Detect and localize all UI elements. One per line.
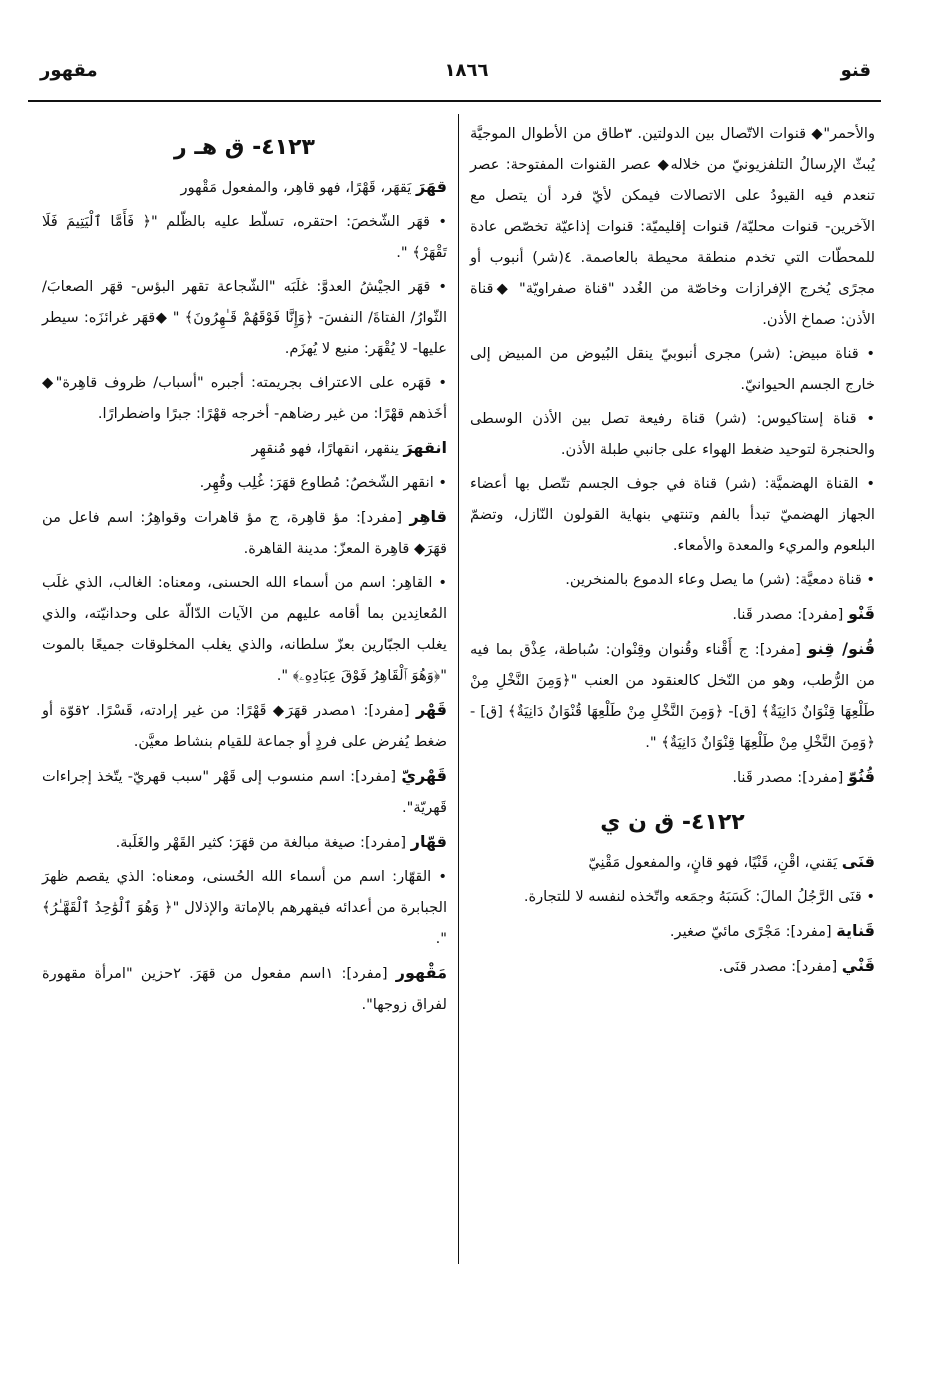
entry-paragraph <box>42 467 447 498</box>
entry-text: • القناة الهضميَّة: (شر) قناة في جوف الجسم تتّصل بها أعضاء الجهاز الهضميّ تبدأ بالفم وتنتهي بنهاية القولون النّازل، وتضمّ البلعوم والمريء والمعدة والأمعاء. <box>470 475 875 554</box>
entry-paragraph <box>42 861 447 954</box>
entry-paragraph <box>42 826 447 858</box>
entry-paragraph <box>42 501 447 564</box>
header-rule <box>28 100 881 102</box>
headword: قَنْي <box>841 956 875 975</box>
entry-text: • قنَى الرَّجُلُ المالَ: كَسَبَهُ وجمَعه واتّخذه لنفسه لا للتجارة. <box>523 888 875 905</box>
headword: قهَرَ <box>416 177 447 196</box>
entry-text: [مفرد]: ١اسم مفعول من قهَرَ. ٢حزين "امرأة مقهورة لفراق زوجها". <box>42 965 447 1013</box>
headword: قَنْو <box>847 604 875 623</box>
entry-paragraph <box>470 598 875 630</box>
entry-text: [مفرد]: مؤ قاهِرة، ج مؤ قاهرات وقواهِرُ: اسم فاعل من قهَرَ◆ قاهِرة المعزّ: مدينة القاهرة. <box>42 509 447 557</box>
entry-paragraph <box>42 567 447 691</box>
entry-text: يَقهَر، قَهْرًا، فهو قاهِر، والمفعول مَقْهور <box>180 179 416 196</box>
entry-text: [مفرد]: ١مصدر قهَرَ◆ قَهْرًا: من غير إرادته، قَسْرًا. ٢قوّة أو ضغط يُفرض على فردٍ أو جماعة للقيام بنشاط معيَّن. <box>42 702 447 750</box>
entry-paragraph <box>42 367 447 429</box>
entry-text: [مفرد]: ج أَقْناء وقُنوان وقِنْوان: سُباطة، عِذْق بما فيه من الرُّطب، وهو من النّخل كالعنقود من العنب "﴿وَمِنَ النَّخْلِ مِنْ طَلْعِهَا قِنْوَانٌ دَانِيَةٌ﴾ [ق]- ﴿وَمِنَ النَّخْلِ مِنْ طَلْعِهَا قُنْوَانٌ دَانِيَةٌ﴾ [ق] - ﴿وَمِنَ النَّخْلِ مِنْ طَلْعِهَا قِنْوَانٌ دَانِيَةٌ﴾ ". <box>470 641 875 751</box>
entry-paragraph <box>470 633 875 758</box>
entry-paragraph <box>470 915 875 947</box>
headword: مَقْهور <box>395 963 447 982</box>
entry-text: • قناة مبيض: (شر) مجرى أنبوبيّ ينقل البُيوض من المبيض إلى خارج الجسم الحيوانيّ. <box>470 345 875 393</box>
entry-text: يَقني، اقْنِ، قَنْيًا، فهو قانٍ، والمفعول مَقْنِيّ <box>588 854 842 871</box>
entry-paragraph <box>470 468 875 561</box>
entry-text: • القاهِر: اسم من أسماء الله الحسنى، ومعناه: الغالب، الذي غلَب المُعانِدين بما أقامه عليهم من الآيات الدّالّة على وحدانيّته، والذي يغلب الجبّارين بعزّ سلطانه، والذي يغلب المخلوقات جميعًا بالموت "﴿وَهُوَ ٱلْقَاهِرُ فَوْقَ عِبَادِهِۦ﴾ ". <box>42 574 447 684</box>
entry-paragraph <box>470 881 875 912</box>
header-last-word: مقهور <box>40 60 98 81</box>
entry-paragraph <box>470 403 875 465</box>
headword: قَناية <box>836 921 875 940</box>
entry-text: • قناة إستاكيوس: (شر) قناة رفيعة تصل بين الأذن الوسطى والحنجرة لتوحيد ضغط الهواء على جانبي طبلة الأذن. <box>470 410 875 458</box>
entry-text: [مفرد]: مصدر قَنا. <box>732 606 848 623</box>
entry-paragraph <box>42 432 447 464</box>
headword: قَهْريّ <box>401 766 447 785</box>
entry-text: • قهَره على الاعتراف بجريمته: أجبره "أسباب/ ظروف قاهِرة"◆ أخَذهم قهْرًا: من غير رضاهم- أخرجه قهْرًا: جبرًا واضطرارًا. <box>42 374 447 422</box>
entry-paragraph <box>470 846 875 878</box>
left-column <box>42 118 447 1023</box>
entry-paragraph <box>470 118 875 335</box>
entry-text: والأحمر"◆ قنوات الاتّصال بين الدولتين. ٣طاق من الأطوال الموجيَّة يُبثّ الإرسالُ التلفزيونيّ من خلاله◆ عصر القنوات المفتوحة: عصر تنعدم فيه القيودُ على الاتصالات فيمكن لأيّ فرد أن يتصل مع الآخرين- قنوات محليّة/ قنوات إقليميّة: قنوات إذاعيّة تخصّص عادة للمحطّات التي تخدم منطقة محيطة بالعاصمة. ٤(شر) أنبوب أو مجرًى يُخرج الإفرازات وخاصّة من الغُدد "قناة صفراويّة" ◆قناة الأذن: صماخ الأذن. <box>470 125 875 328</box>
entry-text: ينقهر، انقهارًا، فهو مُنقهِر <box>251 440 404 457</box>
root-heading: ٤١٢٣- ق هـ ر <box>174 135 315 160</box>
entry-text: • انقهر الشّخصُ: مُطاوع قهَرَ: غُلِب وقُهِر. <box>199 474 447 491</box>
entry-paragraph <box>470 564 875 595</box>
entry-paragraph <box>470 338 875 400</box>
page-number: ١٨٦٦ <box>444 60 489 81</box>
entry-paragraph <box>470 950 875 982</box>
entry-paragraph <box>42 694 447 757</box>
entry-paragraph <box>42 957 447 1020</box>
entry-text: [مفرد]: اسم منسوب إلى قَهْر "سبب قهريّ- يتّخذ إجراءات قَهريّة". <box>42 768 447 816</box>
entry-paragraph <box>470 761 875 793</box>
entry-paragraph <box>42 206 447 268</box>
entry-text: • قناة دمعيَّة: (شر) ما يصل وعاء الدموع بالمنخرين. <box>565 571 875 588</box>
entry-text: [مفرد]: مصدر قنَى. <box>718 958 842 975</box>
headword: قَهْر <box>416 700 447 719</box>
headword: قهّار <box>410 832 447 851</box>
root-heading: ٤١٢٢- ق ن ي <box>600 810 745 835</box>
header-first-word: قنو <box>840 60 871 81</box>
entry-text: [مفرد]: مَجْرًى مائيّ صغير. <box>669 923 837 940</box>
entry-text: • قهَر الجيْشُ العدوَّ: غلَبَه "الشّجاعة تقهر البؤس- قهَر الصعابَ/ الثّوارُ/ الفتاةَ/ النفسَ- ﴿وَإِنَّا فَوْقَهُمْ قَـٰهِرُونَ﴾ " ◆قهَر غرائزَه: سيطر عليها- لا يُقْهَر: منيع لا يُهزَم. <box>42 278 447 357</box>
entry-text: • قهَر الشّخصَ: احتقره، تسلّط عليه بالظّلم "﴿ فَأَمَّا ٱلْيَتِيمَ فَلَا تَقْهَرْ﴾ ". <box>42 213 447 261</box>
entry-text: [مفرد]: مصدر قَنا. <box>732 769 848 786</box>
entry-paragraph <box>42 760 447 823</box>
headword: قاهِر <box>409 507 447 526</box>
right-column <box>470 118 875 985</box>
entry-paragraph <box>42 171 447 203</box>
column-divider <box>458 114 459 1264</box>
headword: قُنُوّ <box>847 767 875 786</box>
headword: انقهرَ <box>403 438 447 457</box>
entry-text: • القهّار: اسم من أسماء الله الحُسنى، ومعناه: الذي يقصم ظهرَ الجبابرة من أعدائه فيقهرهم بالإماتة والإذلال "﴿ وَهُوَ ٱلْوَٰحِدُ ٱلْقَهَّـٰرُ﴾ ". <box>42 868 447 947</box>
headword: قنَى <box>841 852 875 871</box>
headword: قُنو/ قِنو <box>807 639 875 658</box>
entry-paragraph <box>42 271 447 364</box>
entry-text: [مفرد]: صيغة مبالغة من قهَرَ: كثير القَهْر والغَلَبة. <box>115 834 411 851</box>
